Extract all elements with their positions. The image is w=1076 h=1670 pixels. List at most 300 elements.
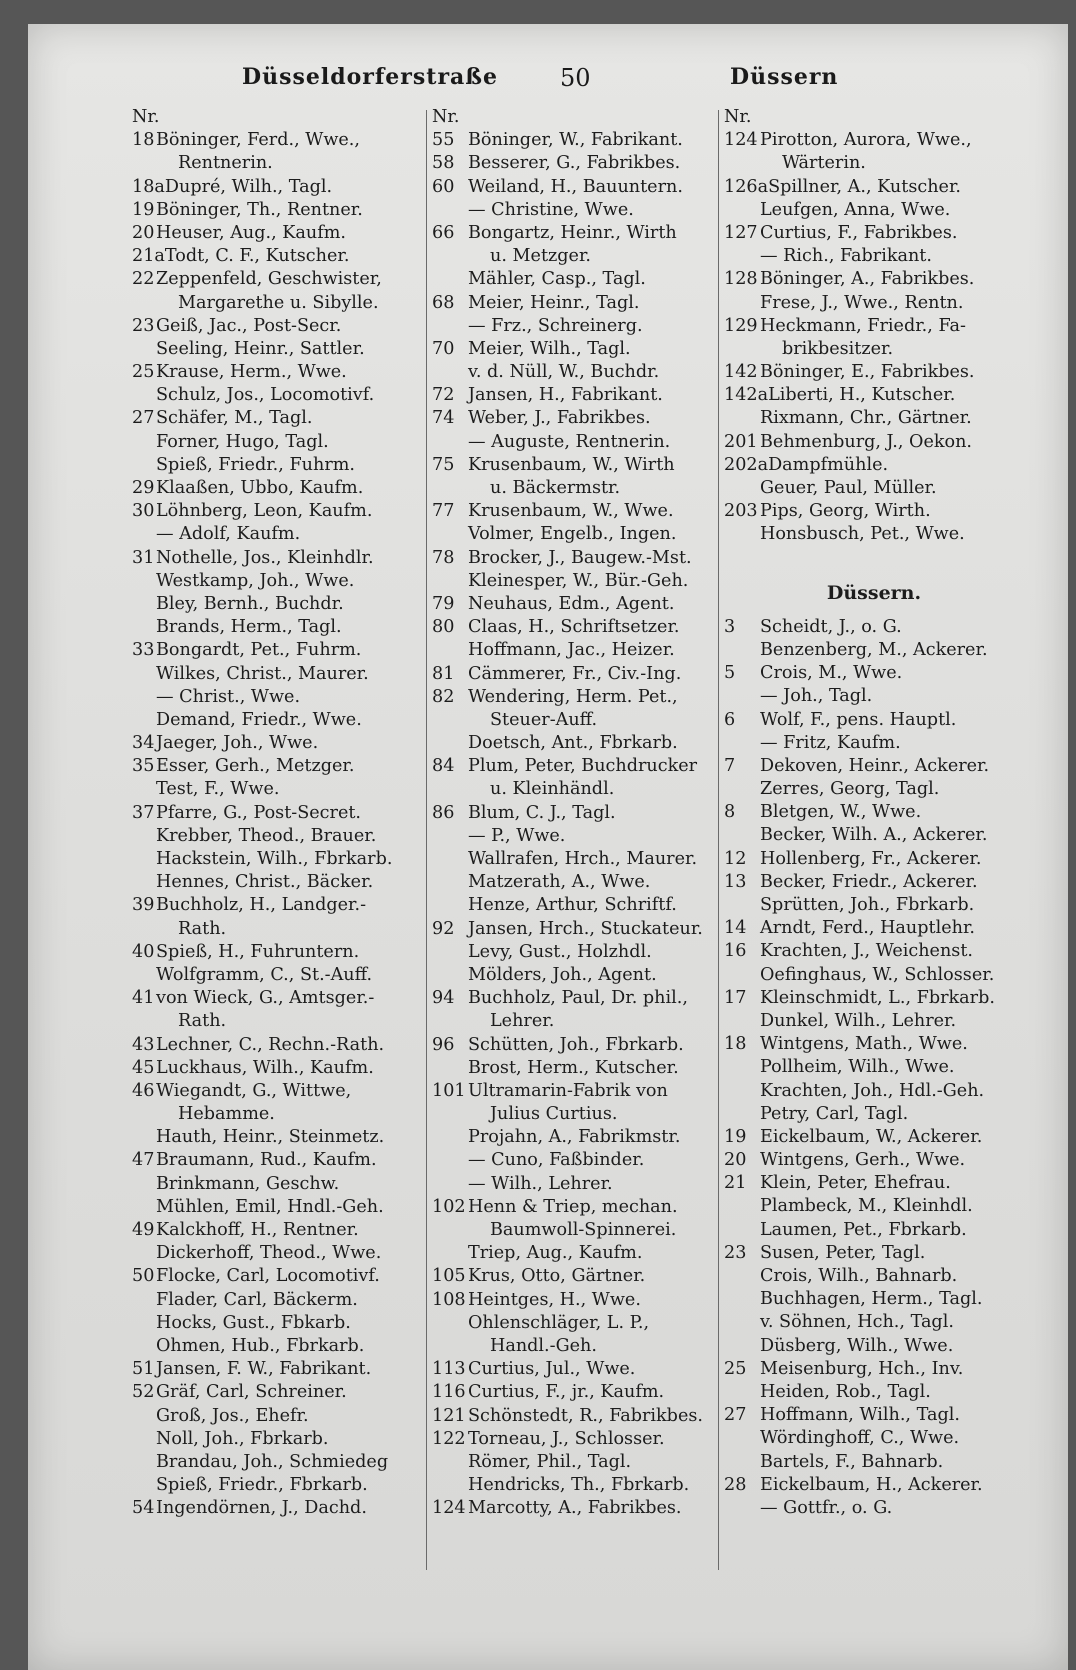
house-number: 19 xyxy=(724,1126,747,1147)
directory-entry xyxy=(724,1358,1024,1381)
directory-entry xyxy=(432,1265,732,1288)
directory-entry xyxy=(724,917,1024,940)
house-number: 25 xyxy=(132,362,155,383)
house-number: 79 xyxy=(432,593,455,614)
directory-entry xyxy=(724,384,1024,407)
resident-text: Geiß, Jac., Post-Secr. xyxy=(156,315,342,336)
resident-text: Jansen, H., Fabrikant. xyxy=(468,385,663,406)
resident-text: Krause, Herm., Wwe. xyxy=(156,362,347,383)
resident-text: Marcotty, A., Fabrikbes. xyxy=(468,1498,682,1519)
house-number: 27 xyxy=(132,408,155,429)
running-head-street: Düsseldorferstraße xyxy=(242,64,499,90)
resident-text: Frese, J., Wwe., Rentn. xyxy=(760,292,964,313)
resident-text: — Cuno, Faßbinder. xyxy=(468,1150,645,1171)
house-number: 75 xyxy=(432,454,455,475)
resident-text: Handl.-Geh. xyxy=(490,1335,597,1356)
resident-text: Curtius, Jul., Wwe. xyxy=(468,1359,636,1380)
house-number: 18 xyxy=(724,1034,747,1055)
directory-entry xyxy=(132,709,422,732)
resident-text: Mühlen, Emil, Hndl.-Geh. xyxy=(156,1196,384,1217)
house-number: 27 xyxy=(724,1405,747,1426)
directory-entry xyxy=(132,1497,422,1520)
directory-entry xyxy=(132,1405,422,1428)
resident-text: Heuser, Aug., Kaufm. xyxy=(156,222,347,243)
directory-entry xyxy=(432,918,732,941)
directory-entry xyxy=(132,292,422,315)
resident-text: Rixmann, Chr., Gärtner. xyxy=(760,408,972,429)
directory-entry xyxy=(132,1265,422,1288)
directory-entry xyxy=(432,1451,732,1474)
directory-entry xyxy=(432,106,732,129)
column-divider xyxy=(426,110,427,1570)
house-number: 17 xyxy=(724,987,747,1008)
resident-text: Lehrer. xyxy=(490,1011,555,1032)
house-number: 20 xyxy=(724,1150,747,1171)
directory-entry xyxy=(132,338,422,361)
resident-text: Nothelle, Jos., Kleinhdlr. xyxy=(156,547,374,568)
house-number: 5 xyxy=(724,663,736,684)
resident-text: Dickerhoff, Theod., Wwe. xyxy=(156,1243,382,1264)
resident-text: Doetsch, Ant., Fbrkarb. xyxy=(468,733,678,754)
house-number: 142 xyxy=(724,362,758,383)
resident-text: Böninger, A., Fabrikbes. xyxy=(760,269,975,290)
resident-text: v. Söhnen, Hch., Tagl. xyxy=(760,1312,954,1333)
resident-text: Eickelbaum, H., Ackerer. xyxy=(760,1474,983,1495)
directory-entry xyxy=(724,1010,1024,1033)
resident-text: Meier, Heinr., Tagl. xyxy=(468,292,640,313)
directory-entry xyxy=(432,407,732,430)
house-number: 13 xyxy=(724,871,747,892)
house-number: 77 xyxy=(432,501,455,522)
resident-text: Heiden, Rob., Tagl. xyxy=(760,1381,931,1402)
resident-text: Blum, C. J., Tagl. xyxy=(468,802,616,823)
resident-text: Plum, Peter, Buchdrucker xyxy=(468,756,698,777)
directory-entry xyxy=(724,106,1024,129)
directory-entry xyxy=(724,848,1024,871)
directory-entry xyxy=(432,338,732,361)
directory-entry xyxy=(132,454,422,477)
directory-entry xyxy=(724,431,1024,454)
directory-entry xyxy=(724,894,1024,917)
resident-text: Honsbusch, Pet., Wwe. xyxy=(760,524,965,545)
house-number: 121 xyxy=(432,1405,466,1426)
directory-entry xyxy=(432,1057,732,1080)
resident-text: — Rich., Fabrikant. xyxy=(760,246,932,267)
resident-text: Behmenburg, J., Oekon. xyxy=(760,431,973,452)
resident-text: Petry, Carl, Tagl. xyxy=(760,1103,909,1124)
resident-text: — Adolf, Kaufm. xyxy=(156,524,301,545)
resident-text: Böninger, E., Fabrikbes. xyxy=(760,362,975,383)
resident-text: Rath. xyxy=(178,1011,227,1032)
house-number: 86 xyxy=(432,802,455,823)
directory-entry xyxy=(432,361,732,384)
directory-entry xyxy=(132,500,422,523)
directory-entry xyxy=(132,1474,422,1497)
directory-entry xyxy=(132,894,422,917)
resident-text: Scheidt, J., o. G. xyxy=(760,616,902,637)
house-number: 124 xyxy=(432,1498,466,1519)
directory-entry xyxy=(724,1033,1024,1056)
resident-text: Zeppenfeld, Geschwister, xyxy=(156,269,382,290)
resident-text: Buchholz, H., Landger.- xyxy=(156,895,367,916)
directory-entry xyxy=(724,940,1024,963)
directory-entry xyxy=(724,871,1024,894)
resident-text: Plambeck, M., Kleinhdl. xyxy=(760,1196,973,1217)
directory-entry xyxy=(432,199,732,222)
directory-entry xyxy=(724,338,1024,361)
directory-entry xyxy=(432,292,732,315)
directory-entry xyxy=(724,778,1024,801)
directory-entry xyxy=(132,1126,422,1149)
directory-entry xyxy=(132,1381,422,1404)
resident-text: — P., Wwe. xyxy=(468,825,566,846)
directory-entry xyxy=(132,616,422,639)
house-number: 58 xyxy=(432,153,455,174)
directory-entry xyxy=(724,268,1024,291)
directory-entry xyxy=(724,1335,1024,1358)
house-number: 14 xyxy=(724,918,747,939)
resident-text: Ingendörnen, J., Dachd. xyxy=(156,1498,367,1519)
directory-entry xyxy=(132,987,422,1010)
directory-entry xyxy=(132,1057,422,1080)
resident-text: 202aDampfmühle. xyxy=(724,454,889,475)
resident-text: u. Metzger. xyxy=(490,246,592,267)
directory-entry xyxy=(432,1080,732,1103)
directory-entry xyxy=(724,547,1024,570)
directory-entry xyxy=(432,894,732,917)
house-number: 52 xyxy=(132,1382,155,1403)
resident-text: Jansen, F. W., Fabrikant. xyxy=(156,1359,372,1380)
directory-entry xyxy=(132,1173,422,1196)
directory-entry xyxy=(432,1219,732,1242)
house-number: 20 xyxy=(132,222,155,243)
directory-entry xyxy=(432,639,732,662)
resident-text: Düsberg, Wilh., Wwe. xyxy=(760,1335,954,1356)
resident-text: Flader, Carl, Bäckerm. xyxy=(156,1289,358,1310)
directory-entry xyxy=(724,755,1024,778)
resident-text: Böninger, Ferd., Wwe., xyxy=(156,130,360,151)
directory-entry xyxy=(724,709,1024,732)
resident-text: 142aLiberti, H., Kutscher. xyxy=(724,385,956,406)
house-number: 66 xyxy=(432,222,455,243)
directory-entry xyxy=(132,1010,422,1033)
house-number: 35 xyxy=(132,756,155,777)
house-number: 70 xyxy=(432,338,455,359)
directory-entry xyxy=(132,825,422,848)
directory-column-3 xyxy=(724,106,1024,1520)
resident-text: Torneau, J., Schlosser. xyxy=(468,1428,665,1449)
house-number: 74 xyxy=(432,408,455,429)
resident-text: u. Kleinhändl. xyxy=(490,779,615,800)
directory-entry xyxy=(724,500,1024,523)
directory-entry xyxy=(724,129,1024,152)
house-number: 54 xyxy=(132,1498,155,1519)
resident-text: — Frz., Schreinerg. xyxy=(468,315,643,336)
directory-entry xyxy=(724,152,1024,175)
directory-entry xyxy=(724,1103,1024,1126)
resident-text: Wiegandt, G., Wittwe, xyxy=(156,1080,352,1101)
directory-entry xyxy=(132,1242,422,1265)
house-number: 28 xyxy=(724,1474,747,1495)
resident-text: Spieß, Friedr., Fbrkarb. xyxy=(156,1475,368,1496)
directory-entry xyxy=(132,1149,422,1172)
directory-entry xyxy=(432,152,732,175)
directory-entry xyxy=(132,848,422,871)
directory-entry xyxy=(132,964,422,987)
resident-text: Eickelbaum, W., Ackerer. xyxy=(760,1126,983,1147)
resident-text: Wintgens, Math., Wwe. xyxy=(760,1034,968,1055)
resident-text: Laumen, Pet., Fbrkarb. xyxy=(760,1219,967,1240)
resident-text: Heintges, H., Wwe. xyxy=(468,1289,641,1310)
resident-text: Hennes, Christ., Bäcker. xyxy=(156,872,374,893)
house-number: 34 xyxy=(132,733,155,754)
resident-text: Triep, Aug., Kaufm. xyxy=(468,1243,643,1264)
resident-text: Ultramarin-Fabrik von xyxy=(468,1080,668,1101)
house-number: 124 xyxy=(724,130,758,151)
directory-entry xyxy=(724,523,1024,546)
house-number: 43 xyxy=(132,1034,155,1055)
directory-entry xyxy=(132,593,422,616)
house-number: 113 xyxy=(432,1359,466,1380)
directory-entry xyxy=(432,871,732,894)
column-heading: Nr. xyxy=(132,107,160,127)
directory-entry xyxy=(432,500,732,523)
directory-entry xyxy=(132,918,422,941)
resident-text: — Christine, Wwe. xyxy=(468,199,634,220)
directory-entry xyxy=(432,1312,732,1335)
directory-entry xyxy=(432,1474,732,1497)
directory-entry xyxy=(132,1080,422,1103)
resident-text: Curtius, F., jr., Kaufm. xyxy=(468,1382,665,1403)
house-number: 55 xyxy=(432,130,455,151)
house-number: 51 xyxy=(132,1359,155,1380)
directory-entry xyxy=(132,1358,422,1381)
directory-entry xyxy=(432,1428,732,1451)
directory-entry xyxy=(132,941,422,964)
house-number: 96 xyxy=(432,1034,455,1055)
directory-entry xyxy=(432,1381,732,1404)
directory-entry xyxy=(432,1173,732,1196)
resident-text: Jansen, Hrch., Stuckateur. xyxy=(468,918,703,939)
directory-entry xyxy=(432,686,732,709)
resident-text: — Joh., Tagl. xyxy=(760,686,873,707)
resident-text: Steuer-Auff. xyxy=(490,709,598,730)
resident-text: Krebber, Theod., Brauer. xyxy=(156,825,377,846)
directory-entry xyxy=(432,848,732,871)
resident-text: Jaeger, Joh., Wwe. xyxy=(156,733,319,754)
resident-text: Schütten, Joh., Fbrkarb. xyxy=(468,1034,684,1055)
resident-text: Hauth, Heinr., Steinmetz. xyxy=(156,1127,385,1148)
resident-text: Bletgen, W., Wwe. xyxy=(760,802,922,823)
directory-entry xyxy=(132,871,422,894)
directory-entry xyxy=(432,1335,732,1358)
resident-text: Pollheim, Wilh., Wwe. xyxy=(760,1057,955,1078)
resident-text: Meisenburg, Hch., Inv. xyxy=(760,1358,964,1379)
resident-text: Bongartz, Heinr., Wirth xyxy=(468,222,677,243)
house-number: 78 xyxy=(432,547,455,568)
house-number: 108 xyxy=(432,1289,466,1310)
directory-entry xyxy=(432,315,732,338)
resident-text: Pips, Georg, Wirth. xyxy=(760,501,931,522)
directory-entry xyxy=(132,176,422,199)
resident-text: Hoffmann, Wilh., Tagl. xyxy=(760,1405,960,1426)
resident-text: Hebamme. xyxy=(178,1104,275,1125)
resident-text: Pirotton, Aurora, Wwe., xyxy=(760,130,972,151)
resident-text: Braumann, Rud., Kaufm. xyxy=(156,1150,377,1171)
directory-entry xyxy=(432,431,732,454)
resident-text: Zerres, Georg, Tagl. xyxy=(760,779,940,800)
directory-entry xyxy=(724,1311,1024,1334)
house-number: 72 xyxy=(432,385,455,406)
directory-entry xyxy=(724,1404,1024,1427)
resident-text: Mölders, Joh., Agent. xyxy=(468,964,657,985)
directory-entry xyxy=(432,477,732,500)
directory-entry xyxy=(724,662,1024,685)
resident-text: Forner, Hugo, Tagl. xyxy=(156,431,329,452)
resident-text: Spieß, H., Fuhruntern. xyxy=(156,941,360,962)
directory-entry xyxy=(432,222,732,245)
directory-entry xyxy=(132,639,422,662)
directory-entry xyxy=(132,245,422,268)
directory-entry xyxy=(724,1451,1024,1474)
directory-entry xyxy=(132,547,422,570)
resident-text: Brost, Herm., Kutscher. xyxy=(468,1057,679,1078)
directory-entry xyxy=(724,801,1024,824)
directory-entry xyxy=(132,222,422,245)
resident-text: Brands, Herm., Tagl. xyxy=(156,617,342,638)
resident-text: Brocker, J., Baugew.-Mst. xyxy=(468,547,692,568)
directory-entry xyxy=(724,1427,1024,1450)
resident-text: — Christ., Wwe. xyxy=(156,686,301,707)
directory-entry xyxy=(132,384,422,407)
resident-text: 126aSpillner, A., Kutscher. xyxy=(724,176,962,197)
directory-column-1 xyxy=(132,106,422,1520)
directory-entry xyxy=(432,825,732,848)
house-number: 19 xyxy=(132,199,155,220)
house-number: 129 xyxy=(724,315,758,336)
house-number: 30 xyxy=(132,501,155,522)
running-head-district: Düssern xyxy=(730,64,839,90)
resident-text: Geuer, Paul, Müller. xyxy=(760,478,937,498)
directory-entry xyxy=(724,1242,1024,1265)
resident-text: Seeling, Heinr., Sattler. xyxy=(156,338,365,359)
section-heading: Düssern. xyxy=(826,581,922,604)
house-number: 102 xyxy=(432,1196,466,1217)
directory-entry xyxy=(724,964,1024,987)
resident-text: Wärterin. xyxy=(782,153,866,174)
house-number: 40 xyxy=(132,941,155,962)
resident-text: Wendering, Herm. Pet., xyxy=(468,686,678,707)
resident-text: Henze, Arthur, Schriftf. xyxy=(468,895,677,916)
resident-text: Buchhagen, Herm., Tagl. xyxy=(760,1289,983,1310)
resident-text: Böninger, W., Fabrikant. xyxy=(468,130,683,151)
resident-text: Krus, Otto, Gärtner. xyxy=(468,1266,646,1287)
directory-entry xyxy=(724,987,1024,1010)
directory-entry xyxy=(724,407,1024,430)
resident-text: Hocks, Gust., Fbkarb. xyxy=(156,1312,351,1333)
resident-text: Bongardt, Pet., Fuhrm. xyxy=(156,640,362,661)
house-number: 46 xyxy=(132,1080,155,1101)
resident-text: v. d. Nüll, W., Buchdr. xyxy=(468,362,660,383)
house-number: 101 xyxy=(432,1080,466,1101)
house-number: 16 xyxy=(724,941,747,962)
directory-entry xyxy=(132,129,422,152)
resident-text: Susen, Peter, Tagl. xyxy=(760,1242,926,1263)
resident-text: Westkamp, Joh., Wwe. xyxy=(156,570,355,591)
resident-text: Hoffmann, Jac., Heizer. xyxy=(468,640,675,661)
directory-entry xyxy=(432,245,732,268)
directory-entry xyxy=(432,176,732,199)
directory-entry xyxy=(724,315,1024,338)
directory-entry xyxy=(724,454,1024,477)
directory-entry xyxy=(724,685,1024,708)
directory-entry xyxy=(132,477,422,500)
resident-text: Weiland, H., Bauuntern. xyxy=(468,176,683,197)
directory-entry xyxy=(132,802,422,825)
resident-text: Rentnerin. xyxy=(178,153,273,174)
resident-text: Spieß, Friedr., Fuhrm. xyxy=(156,454,356,475)
directory-entry xyxy=(132,1219,422,1242)
resident-text: Schäfer, M., Tagl. xyxy=(156,408,313,429)
directory-entry xyxy=(132,1451,422,1474)
directory-entry xyxy=(132,1289,422,1312)
directory-entry xyxy=(432,732,732,755)
directory-entry xyxy=(432,523,732,546)
house-number: 92 xyxy=(432,918,455,939)
house-number: 81 xyxy=(432,663,455,684)
house-number: 49 xyxy=(132,1220,155,1240)
resident-text: Lechner, C., Rechn.-Rath. xyxy=(156,1034,385,1055)
directory-entry xyxy=(432,1289,732,1312)
directory-entry xyxy=(432,663,732,686)
resident-text: Henn & Triep, mechan. xyxy=(468,1196,678,1217)
resident-text: Krachten, J., Weichenst. xyxy=(760,941,973,962)
house-number: 23 xyxy=(132,315,155,336)
house-number: 68 xyxy=(432,292,455,313)
directory-entry xyxy=(132,407,422,430)
directory-entry xyxy=(432,1034,732,1057)
directory-entry xyxy=(132,732,422,755)
resident-text: Wallrafen, Hrch., Maurer. xyxy=(468,849,698,869)
house-number: 29 xyxy=(132,478,155,498)
house-number: 94 xyxy=(432,988,455,1009)
resident-text: Bley, Bernh., Buchdr. xyxy=(156,593,344,614)
directory-entry xyxy=(132,570,422,593)
resident-text: Oefinghaus, W., Schlosser. xyxy=(760,964,995,985)
directory-entry xyxy=(132,663,422,686)
resident-text: Ohmen, Hub., Fbrkarb. xyxy=(156,1335,365,1356)
house-number: 25 xyxy=(724,1358,747,1379)
resident-text: Neuhaus, Edm., Agent. xyxy=(468,593,675,614)
directory-entry xyxy=(724,1149,1024,1172)
directory-entry xyxy=(724,732,1024,755)
directory-entry xyxy=(432,384,732,407)
house-number: 18 xyxy=(132,130,155,151)
resident-text: Wolfgramm, C., St.-Auff. xyxy=(156,964,373,985)
directory-entry xyxy=(132,778,422,801)
directory-entry xyxy=(724,199,1024,222)
resident-text: Becker, Friedr., Ackerer. xyxy=(760,871,978,892)
directory-entry xyxy=(432,755,732,778)
directory-entry xyxy=(432,1196,732,1219)
resident-text: Wolf, F., pens. Hauptl. xyxy=(760,709,957,730)
resident-text: — Auguste, Rentnerin. xyxy=(468,431,671,452)
directory-entry xyxy=(432,1497,732,1520)
house-number: 201 xyxy=(724,431,758,452)
directory-entry xyxy=(432,616,732,639)
directory-entry xyxy=(132,523,422,546)
directory-entry xyxy=(132,1196,422,1219)
